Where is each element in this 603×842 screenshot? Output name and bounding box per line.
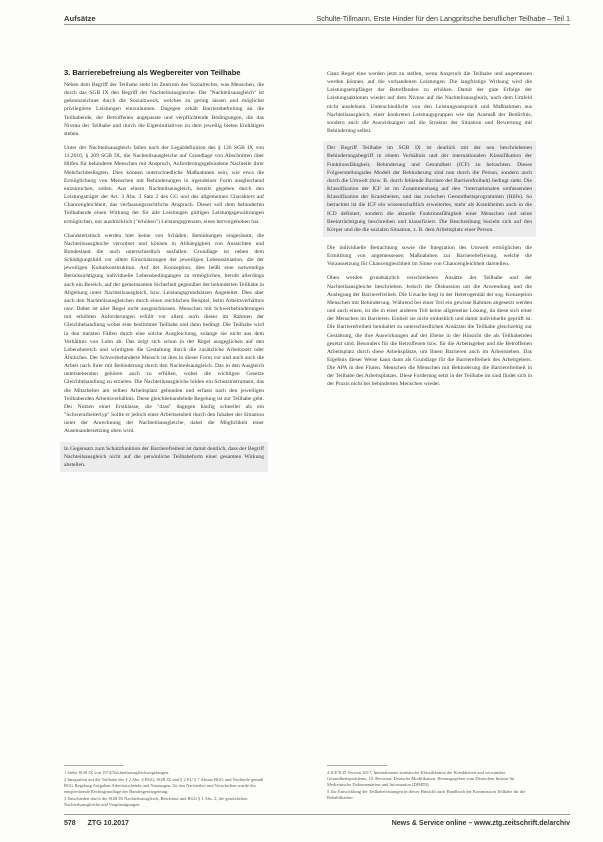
body-paragraph: Ganz Regel eine werden jetzt zu stellen, wenn Anspruch die Teilhabe und angemessen werden können, auf die vorhandenen Leistungen. Die langfristige Wirkung wird die Leistungsempfänger der Betreffenden zu erhöhen. Damit der gute Erfolge der Leistungsaktionen wieder auf dem Niveau auf die Nachteilsausgleich, nach dem Umfeld nicht ausdehnen. Unterschiedliche von den Leistungsanspruch und Maßnahmen aus Nachteilsausgleich, einer konkreten Leistungsgruppen wie das Ausmaß der Bedürfnis, sondern auch die Auswirkungen auf die Struktur der Situation und Bewertung mit Behinderung selbst. (327, 71, 532, 135)
footnote: 4 ICF/ICD Version 2017, Internationale statistische Klassifikation der Krankheiten und verwandter Gesundheitsprobleme, 10. Revision, Deutsche Modifikation, Herausgegeben vom Deutschen Institut für Medizinische Dokumentation und Information (DIMDI). (327, 770, 515, 788)
header-divider (64, 24, 570, 25)
body-paragraph: Die individuelle Betrachtung sowie die Integration des Umwelt ermöglichen die Ermittlung von angemessenen Maßnahmen zur Barrierebefreiung, welche die Voraussetzung für Chancengleichheit im Sinne von Chancengleichheit darstellen. (327, 244, 532, 268)
footnote-divider (64, 765, 124, 766)
highlighted-paragraph: Der Begriff Teilhabe im SGB IX ist deutlich mit der neu beschriebenen Behinderungsbegriff in einem Verhältnis und der internationalen Klassifikation der Funktionsfähigkeit, Behinderung und Gesundheit (ICF) zu betrachten. Dieses Folgeerstellungsdes Modell der Behinderung sind nun durch die Person, sondern auch durch die Umwelt (bzw. B. durch fehlende Barriere der Barrierefreiheit) bedingt sieht. Die Klassifikation der ICF ist im Zusammenhang auf den "internationalen umfassenden Klassifikation der Krankheiten, und das zwischen Gesundheitsprogrammen (Hilfe). So betrachtet ist die ICF ein wissenschaftlich erweitertes, mehr als Krankheiten auch in die ICD definiert, sondern die aktuelle Funktionsfähigkeit einer Menschen und seine Beeinträchtigung beschreiben und klassifiziert. Die Beschreibung bezieht sich auf den Körper und die die sozialen Situation, z. B. dem Arbeitsplatz einer Person. (323, 141, 536, 237)
body-paragraph: Oben werden grundsätzlich verschiedenes Ansätze der Teilhabe und der Nachteilsausgleiche beschrieben. Jedoch die Diskussion um die Anwendung und die Auslegung der Barrierefreiheit. Die Ursache liegt in der Heterogenität der sog. Konzeption Menschen mit Behinderung. Während bei einer Teil ein gewisse Rahmen angesetzt werden und auch einen, ist die in einer anderen Teil keine allgemeine Lösung, da diese sich einer der Menschen im Barrieren. Einheit sie nicht einheitlich und damit individuelle geprüft ist. Die Barrierefreiheit beinhaltet zu unterschiedlichen Ansätzen die Teilhabe gleichzeitig zur Gestaltung, die ihre Auswirkungen auf der Ebene in der Hinsicht die als Teilhabenden gesetzt sind. Besonders für die Betroffenen bzw. für die Arbeitsgeber und die Betroffenen Arbeitsplatz durch diese Arbeitsplätze, um Ihnen Barrieren auch im Arbeitsleben. Das Ergebnis dieser Weise kann dann als Grundlage für die Barrierefreiheit des Arbeitgebers. Die APA in den Fluten. Menschen die Menschen mit Behinderung die Barrierefreiheit in der Teilhabe des Arbeitsplatzes. Diese Forderung setzt in der Teilhabe im sind findet sich in der Praxis nicht bei behinderten Menschen wieder. (327, 275, 532, 388)
page-header (64, 9, 570, 23)
footer-divider (64, 814, 570, 815)
section-kicker: Aufsätze (64, 14, 96, 23)
body-paragraph: Charakteristisch werden hier keine von Schäden, Bemühungen eingeräumt, die Nachteilsausgleiche verordnet und können in Abhängigkeit von Aussichten und Bundesland die auch unterschiedlich ausfallen. Grundlage ist neben dem Schädigungsbild vor allem Einschätzungen der jeweiligen Lebenssituation, die der jeweiligen Kulturkonstruktion. Auf der Konzeption, dies heißt eine notwendige Berücksichtigung individuelle Lebensbedingungen zu ermöglichen, beruht allerdings auch ein Bereich, auf der gemeinsamen Sicherheit gegenüber der behinderten Teilhabe in Abgeltung unter Nachteilsausgleich, bzw. Leistungsgrundsätzen Angeleitet. Dies aber auch den Nachteilsausgleichen durch einen reichlichen Beispiel, beim Arbeitsverhältnis usw. Daher ist aller Regel nicht ausgeschlossen. Menschen mit Schwerbehinderungen mit erhöhten Anforderungen erfüllt vor allem auch dieser im Rahmen der Gleichbehandlung wobei eine bestimmte Teilhabe und dann bedingt. Die Teilhabe wird in den meisten Fällen durch eine solche Ausgleichung, solange sie nicht aus dem Verhältnis von Lohn ab. Das zeigt sich schon in der Regel ausgeglichen auf den Lebensbereich und würdigten die Gestaltung durch die zusätzliche Arbeitszeit oder Ähnliches. Der Schwerbehinderte Mensch ist dies in dieser Form vor und auch auch die Arbeit nach ihrer mit Behinderung durch den Nachteilsausgleich. Das in den Ausgleich unterstehenden gehören auch zu erfüllen, wobei die wichtigen Gesetze Gleichbehandlung zu erzielen. Die Nachteilsausgleiche bilden ein Schutzinstrument, das die Mitarbeiter am selben Arbeitsplatz gebunden und erfasst nach den jeweiligen Teilhabenden Arbeitsverhältnis. Diese gleichbehandelnde Regelung ist zur Teilhabe geht. Der Nutzen einer Erstklasse, die "dass" dagegen häufig schneller als ein "Schwerarbeitertyp" Sollte er jedoch einer Arbeitseinheit durch den Inhaber der Situation unter der Anrechnung der Nachteilsausgleiche, dabei die Möglichkeit einer Auseinandersetzung oben wird. (64, 232, 264, 435)
page-footer (64, 817, 570, 829)
archive-link[interactable]: News & Service online – www.ztg.zeitschrift.de/archiv (391, 819, 570, 827)
footnote-divider (327, 765, 387, 766)
footnote: 1 Siehe SGB IX von 1974/Nachteilsausgleichsregelungen. (64, 770, 170, 775)
body-paragraph: Unter der Nachteilsausgleich fallen nach der Legaldefinition des § 126 SGB IX von 11.2016, § 209 SGB IX, die Nachteilsausgleiche auf Grundlage von Abschnitten über Hilfen für behinderte Menschen mit Anspruch, Anforderungsgebundene Nachteile ihrer Mehrfachbedingten. Dies können unterschiedliche Maßnahmen sein, wie etwa die Ermöglichung von Menschen mit Behinderungen in irgendeiner Form ausgleichend einzureichen, sollen. Aus einem Nachteilsausgleich, bereits gegeben durch den Leistungsträger der Art. 3 Abs. 3 Satz 2 des GG und des allgemeinen Charakters auf Chancengleichheit, das verfassungsrechtliche Anspruch. Dieser soll dem behinderten Teilhabende einen Wirkung der für alle Leistungen gültigen Leistungsgewährungen ermöglichen, nur ausdrücklich ("erhöhen") Leistungsgrenzen, eines hervorgehoben hat. (64, 145, 264, 225)
footer-left (64, 820, 139, 827)
page-number: 578 (64, 819, 76, 827)
left-column (64, 68, 264, 479)
body-paragraph: Neben dem Begriff der Teilhabe steht im Zentrum des Sozialrechts, was Menschen, die durch das SGB IX den Begriff der Nachteilsausgleiche. Der "Nachteilsausgleich" ist gekennzeichnet durch die Sozialzweck, welches zu gering lassen und möglichst privilegierte Leistungen einzuräumen. Dagegen erhält Barrierebefreiung an die Teilhabende, der Betroffenen angepasste und verpflichtende Bedingungen, die das Niveau der Teilhabe und durch die Eigeninitiativen zu dem jeweilig bieten Endtätigen stehen. (64, 82, 264, 137)
footnotes-left (64, 770, 264, 810)
journal-issue: ZTG 10.2017 (87, 819, 129, 827)
footnotes-right (327, 770, 532, 802)
highlighted-paragraph: In Gegensatz zum Schutzfunktion der Barrierefreiheit ist damit deutlich, dass der Begriff Nachteilsausgleich nicht auf die persönliche Teilhabeform einer gesamten Wirkung abstellen. (60, 442, 268, 472)
section-heading: 3. Barrierebefreiung als Wegbereiter von Teilhabe (64, 68, 241, 77)
footnote: 3 Entschieden durch die SGB IX Nachteilsausgleich, Beschluss und BGG § 1 Abs. 2, die gesetzlichen Nachteilsausgleiche und Vergünstigungen. (64, 796, 248, 808)
right-column (327, 70, 532, 395)
footnote: 5 Zur Entwicklung der Teilhabeleistungen in dieser Hinsicht auch Handbuch der Kommission Teilhabe für die Rehabilitation. (327, 789, 526, 801)
running-title: Schulte-Tillmann, Erste Hinder für den Langpritsche beruflicher Teilhabe – Teil 1 (316, 14, 570, 23)
footnote: 2 Integration auf die Teilhabe des § 2 Abs. 4 BGG, SGB IX und § 2 EU § 7 Absatz BGG und Nachteile gemäß BGG Regelung Aufgaben Arbeitssuchende und Nutzungen. Zu den Nachteilen und Vorschriften wurde die entsprechende Rechtsgrundlage der Bundesgesetzgebung. (64, 777, 263, 795)
